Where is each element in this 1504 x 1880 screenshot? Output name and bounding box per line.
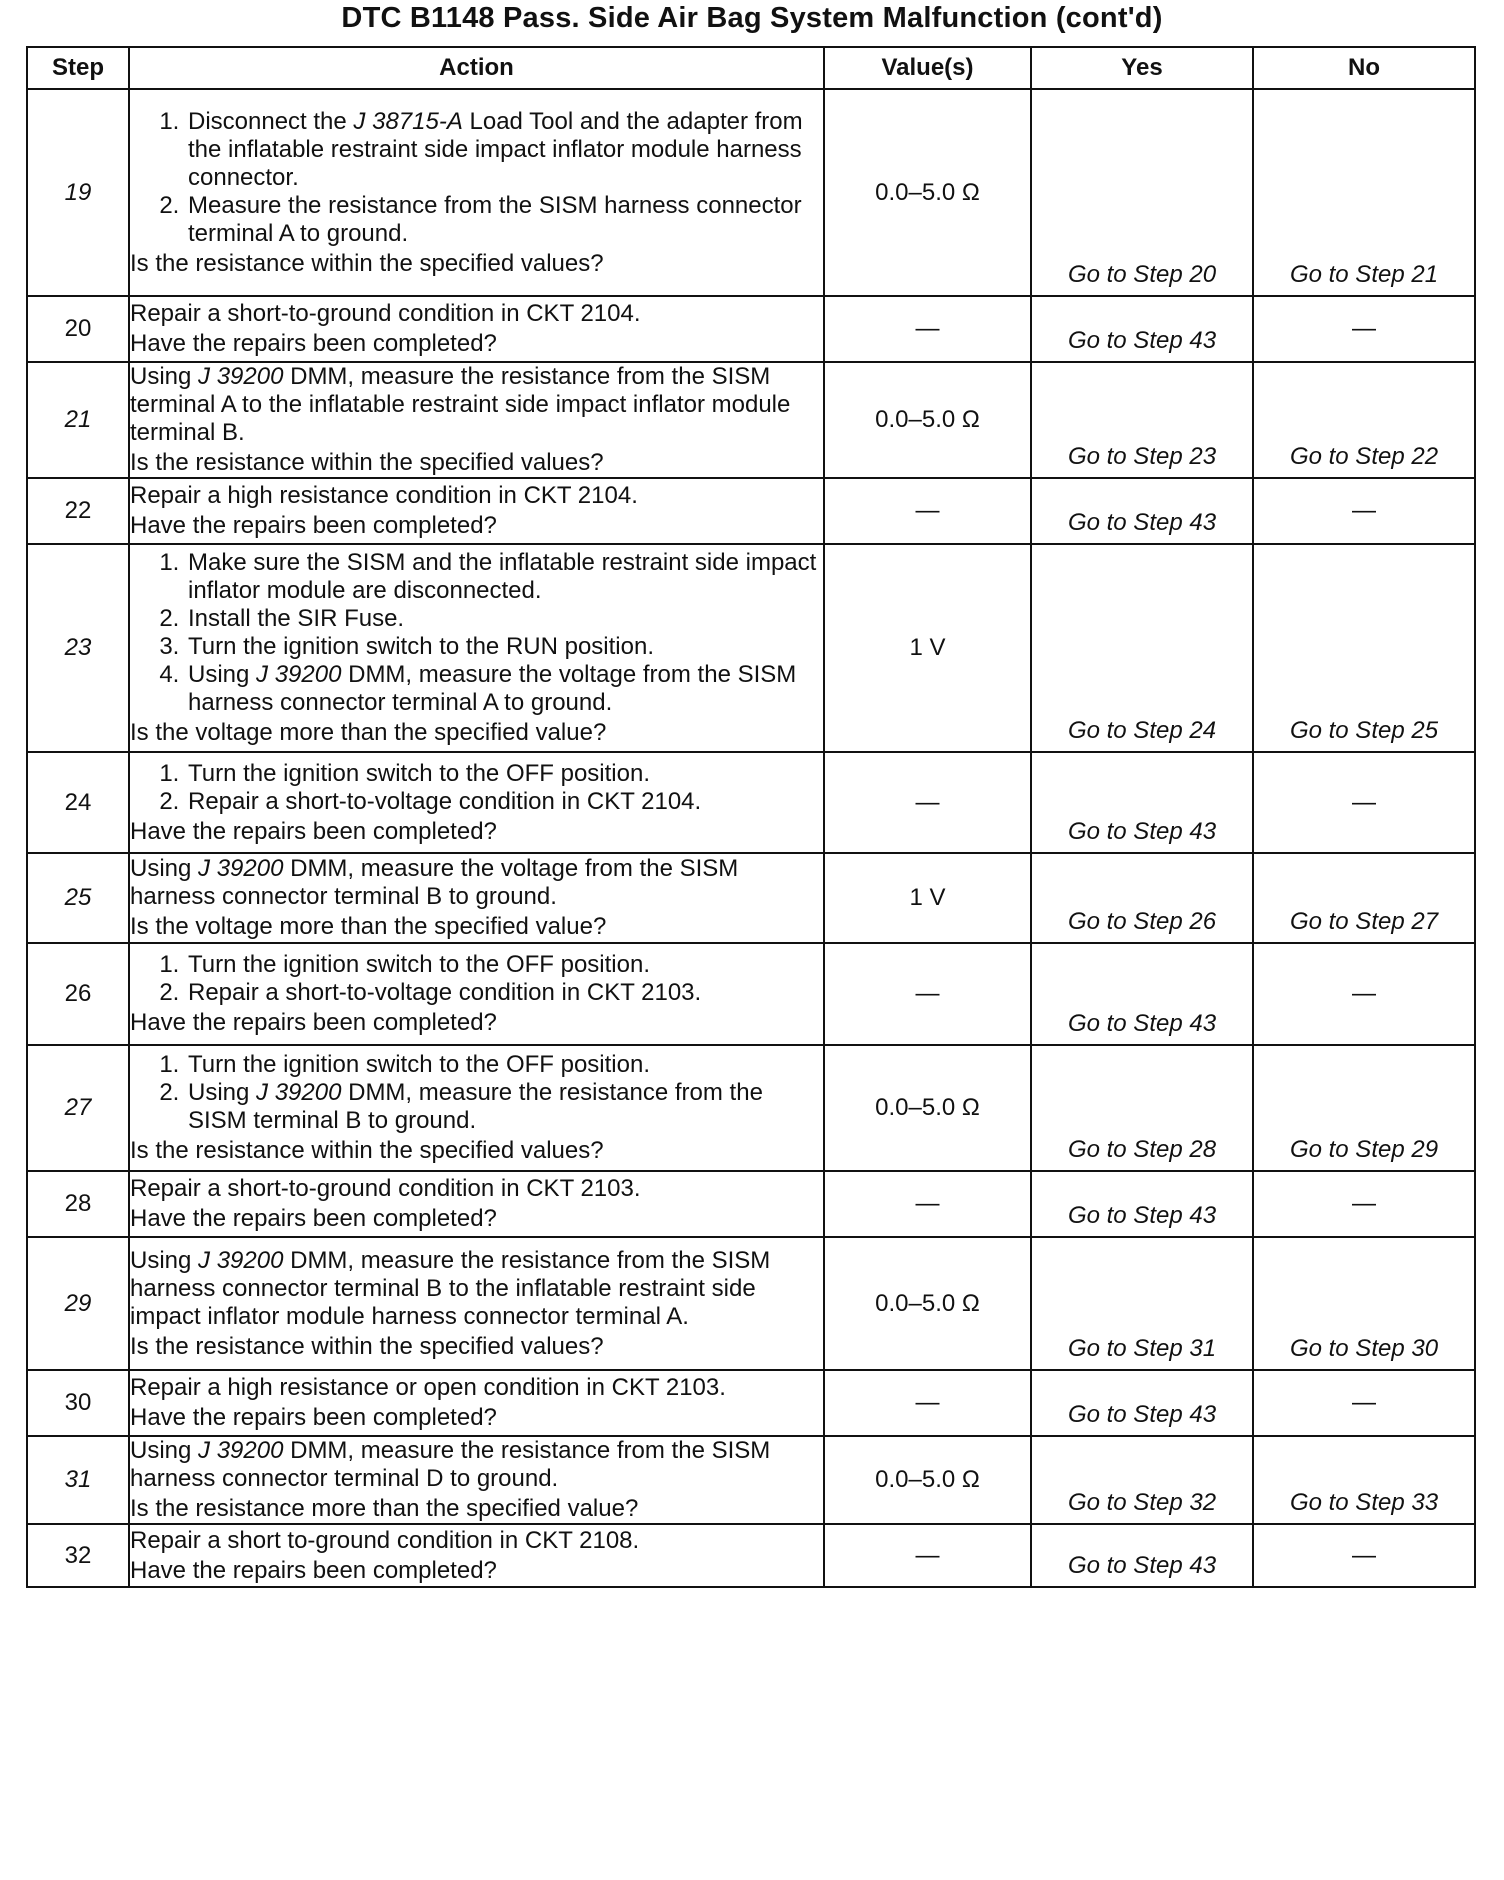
action-question: Have the repairs been completed? bbox=[130, 1404, 497, 1431]
action-text: Turn the ignition switch to the RUN position. bbox=[188, 633, 654, 660]
value-cell: — bbox=[824, 296, 1031, 362]
action-question: Is the resistance within the specified values? bbox=[130, 1137, 604, 1164]
no-cell bbox=[1253, 478, 1475, 544]
yes-cell bbox=[1031, 1370, 1253, 1436]
step-number: 20 bbox=[27, 296, 129, 362]
step-number: 28 bbox=[27, 1171, 129, 1237]
value-cell: — bbox=[824, 1370, 1031, 1436]
action-text: Repair a short-to-voltage condition in CKT 2104. bbox=[188, 787, 702, 815]
action-paragraph bbox=[130, 482, 823, 510]
action-text: DMM, measure the resistance from the SISM harness connector terminal D to ground. bbox=[130, 1437, 771, 1492]
no-cell bbox=[1253, 296, 1475, 362]
no-goto-step: Go to Step 27 bbox=[1289, 908, 1439, 935]
action-steps-list bbox=[130, 951, 823, 1007]
yes-goto-step: Go to Step 28 bbox=[1067, 1136, 1217, 1163]
value-cell: — bbox=[824, 752, 1031, 853]
yes-goto-step: Go to Step 20 bbox=[1067, 261, 1217, 288]
yes-cell bbox=[1031, 853, 1253, 943]
no-cell bbox=[1253, 1045, 1475, 1171]
value-cell: 0.0–5.0 Ω bbox=[824, 362, 1031, 478]
action-text: Using bbox=[130, 1246, 199, 1274]
yes-goto-step: Go to Step 43 bbox=[1067, 1552, 1217, 1579]
action-text: DMM, measure the resistance from the SISM terminal A to the inflatable restraint side impact inflator module terminal B. bbox=[130, 363, 791, 446]
action-text: Load Tool and the adapter from the inflatable restraint side impact inflator module harness connector. bbox=[188, 107, 803, 191]
action-cell bbox=[129, 1524, 824, 1587]
no-goto-step: Go to Step 22 bbox=[1289, 443, 1439, 470]
yes-goto-step: Go to Step 26 bbox=[1067, 908, 1217, 935]
no-dash: — bbox=[1352, 980, 1376, 1007]
no-cell bbox=[1253, 943, 1475, 1045]
yes-goto-step: Go to Step 43 bbox=[1067, 1010, 1217, 1037]
value-cell: 0.0–5.0 Ω bbox=[824, 1436, 1031, 1524]
action-question: Is the voltage more than the specified value? bbox=[130, 913, 607, 940]
yes-goto-step: Go to Step 43 bbox=[1067, 818, 1217, 845]
no-goto-step: Go to Step 30 bbox=[1289, 1335, 1439, 1362]
action-text: Turn the ignition switch to the OFF position. bbox=[188, 759, 650, 787]
action-question: Have the repairs been completed? bbox=[130, 817, 497, 845]
yes-cell bbox=[1031, 1436, 1253, 1524]
yes-goto-step: Go to Step 24 bbox=[1067, 717, 1217, 744]
action-text: Repair a short-to-ground condition in CKT 2103. bbox=[130, 1175, 641, 1202]
step-number: 31 bbox=[27, 1436, 129, 1524]
table-row bbox=[27, 362, 1475, 478]
action-cell bbox=[129, 478, 824, 544]
table-row bbox=[27, 1045, 1475, 1171]
no-cell bbox=[1253, 1524, 1475, 1587]
action-step-item bbox=[186, 661, 823, 717]
action-text: Using bbox=[130, 855, 199, 882]
no-goto-step: Go to Step 33 bbox=[1289, 1489, 1439, 1516]
yes-cell bbox=[1031, 89, 1253, 296]
action-text: Repair a short-to-ground condition in CKT 2104. bbox=[130, 300, 641, 327]
action-cell bbox=[129, 853, 824, 943]
table-row bbox=[27, 478, 1475, 544]
action-step-item bbox=[186, 605, 823, 633]
value-cell: — bbox=[824, 1171, 1031, 1237]
no-cell bbox=[1253, 89, 1475, 296]
yes-goto-step: Go to Step 43 bbox=[1067, 509, 1217, 536]
action-paragraph bbox=[130, 1527, 823, 1555]
action-paragraph bbox=[130, 1437, 823, 1493]
tool-name: J 39200 bbox=[256, 661, 342, 688]
no-cell bbox=[1253, 1171, 1475, 1237]
no-dash: — bbox=[1352, 788, 1376, 816]
action-text: DMM, measure the resistance from the SISM terminal B to ground. bbox=[188, 1079, 763, 1134]
step-number: 22 bbox=[27, 478, 129, 544]
table-row bbox=[27, 943, 1475, 1045]
yes-cell bbox=[1031, 1524, 1253, 1587]
value-cell: 0.0–5.0 Ω bbox=[824, 1045, 1031, 1171]
action-cell bbox=[129, 1436, 824, 1524]
no-cell bbox=[1253, 1370, 1475, 1436]
table-row bbox=[27, 544, 1475, 752]
header-step: Step bbox=[27, 47, 129, 89]
action-paragraph bbox=[130, 300, 823, 328]
action-steps-list bbox=[130, 1051, 823, 1135]
step-number: 24 bbox=[27, 752, 129, 853]
header-values: Value(s) bbox=[824, 47, 1031, 89]
action-step-item bbox=[186, 979, 823, 1007]
action-cell bbox=[129, 89, 824, 296]
page-title: DTC B1148 Pass. Side Air Bag System Malfunction (cont'd) bbox=[341, 2, 1163, 34]
tool-name: J 38715-A bbox=[353, 107, 463, 135]
step-number: 19 bbox=[27, 89, 129, 296]
action-cell bbox=[129, 1237, 824, 1370]
action-text: Install the SIR Fuse. bbox=[188, 605, 405, 632]
no-goto-step: Go to Step 21 bbox=[1289, 261, 1439, 288]
no-goto-step: Go to Step 25 bbox=[1289, 717, 1439, 744]
step-number: 21 bbox=[27, 362, 129, 478]
action-step-item bbox=[186, 108, 823, 192]
action-text: Using bbox=[188, 1079, 257, 1106]
action-text: DMM, measure the voltage from the SISM harness connector terminal A to ground. bbox=[188, 661, 797, 716]
step-number: 29 bbox=[27, 1237, 129, 1370]
action-step-item bbox=[186, 1051, 823, 1079]
no-dash: — bbox=[1352, 1389, 1376, 1416]
step-number: 27 bbox=[27, 1045, 129, 1171]
table-row bbox=[27, 1171, 1475, 1237]
header-no: No bbox=[1253, 47, 1475, 89]
no-dash: — bbox=[1352, 497, 1376, 524]
table-row bbox=[27, 89, 1475, 296]
value-cell: 1 V bbox=[824, 544, 1031, 752]
value-cell: 1 V bbox=[824, 853, 1031, 943]
action-step-item bbox=[186, 760, 823, 788]
value-cell: 0.0–5.0 Ω bbox=[824, 1237, 1031, 1370]
step-number: 30 bbox=[27, 1370, 129, 1436]
yes-goto-step: Go to Step 32 bbox=[1067, 1489, 1217, 1516]
step-number: 26 bbox=[27, 943, 129, 1045]
value-cell: — bbox=[824, 478, 1031, 544]
action-steps-list bbox=[130, 760, 823, 816]
action-cell bbox=[129, 296, 824, 362]
step-number: 32 bbox=[27, 1524, 129, 1587]
table-row bbox=[27, 1370, 1475, 1436]
yes-goto-step: Go to Step 43 bbox=[1067, 1202, 1217, 1229]
action-cell bbox=[129, 1370, 824, 1436]
action-text: Make sure the SISM and the inflatable restraint side impact inflator module are disconnected. bbox=[188, 549, 817, 604]
action-step-item bbox=[186, 633, 823, 661]
yes-cell bbox=[1031, 362, 1253, 478]
action-step-item bbox=[186, 788, 823, 816]
table-header-row bbox=[27, 47, 1475, 89]
action-text: Turn the ignition switch to the OFF position. bbox=[188, 951, 650, 978]
no-cell bbox=[1253, 1436, 1475, 1524]
action-text: Using bbox=[130, 363, 199, 390]
table-row bbox=[27, 1237, 1475, 1370]
action-step-item bbox=[186, 549, 823, 605]
action-text: Using bbox=[130, 1437, 199, 1464]
action-question: Is the voltage more than the specified value? bbox=[130, 719, 607, 746]
action-cell bbox=[129, 362, 824, 478]
action-cell bbox=[129, 1045, 824, 1171]
action-text: Repair a short to-ground condition in CKT 2108. bbox=[130, 1526, 640, 1554]
action-steps-list bbox=[130, 108, 823, 248]
action-question: Is the resistance more than the specified value? bbox=[130, 1495, 639, 1522]
step-number: 23 bbox=[27, 544, 129, 752]
action-step-item bbox=[186, 951, 823, 979]
no-cell bbox=[1253, 853, 1475, 943]
action-text: Using bbox=[188, 661, 257, 688]
no-dash: — bbox=[1352, 315, 1376, 342]
no-cell bbox=[1253, 544, 1475, 752]
action-question: Is the resistance within the specified values? bbox=[130, 1332, 604, 1360]
action-text: Repair a short-to-voltage condition in CKT 2103. bbox=[188, 979, 702, 1006]
yes-cell bbox=[1031, 296, 1253, 362]
header-action: Action bbox=[129, 47, 824, 89]
table-row bbox=[27, 752, 1475, 853]
action-text: Measure the resistance from the SISM harness connector terminal A to ground. bbox=[188, 191, 802, 247]
action-question: Have the repairs been completed? bbox=[130, 330, 497, 357]
header-yes: Yes bbox=[1031, 47, 1253, 89]
yes-goto-step: Go to Step 23 bbox=[1067, 443, 1217, 470]
action-question: Have the repairs been completed? bbox=[130, 1009, 497, 1036]
action-question: Is the resistance within the specified values? bbox=[130, 249, 604, 277]
diagnostic-table bbox=[26, 46, 1476, 1588]
action-step-item bbox=[186, 192, 823, 248]
value-cell: — bbox=[824, 943, 1031, 1045]
action-question: Have the repairs been completed? bbox=[130, 1205, 497, 1232]
action-text: Turn the ignition switch to the OFF position. bbox=[188, 1051, 650, 1078]
tool-name: J 39200 bbox=[198, 1246, 284, 1274]
action-paragraph bbox=[130, 1247, 823, 1331]
table-row bbox=[27, 1524, 1475, 1587]
action-question: Have the repairs been completed? bbox=[130, 512, 497, 539]
action-text: Repair a high resistance condition in CKT 2104. bbox=[130, 482, 638, 509]
action-cell bbox=[129, 1171, 824, 1237]
value-cell: — bbox=[824, 1524, 1031, 1587]
action-text: DMM, measure the resistance from the SISM harness connector terminal B to the inflatable restraint side impact inflator module harness connector terminal A. bbox=[130, 1246, 771, 1330]
no-cell bbox=[1253, 362, 1475, 478]
step-number: 25 bbox=[27, 853, 129, 943]
yes-goto-step: Go to Step 31 bbox=[1067, 1335, 1217, 1362]
action-step-item bbox=[186, 1079, 823, 1135]
yes-cell bbox=[1031, 752, 1253, 853]
action-paragraph bbox=[130, 363, 823, 447]
action-paragraph bbox=[130, 855, 823, 911]
no-goto-step: Go to Step 29 bbox=[1289, 1136, 1439, 1163]
table-row bbox=[27, 296, 1475, 362]
tool-name: J 39200 bbox=[256, 1079, 342, 1106]
tool-name: J 39200 bbox=[198, 363, 284, 390]
action-question: Have the repairs been completed? bbox=[130, 1556, 497, 1584]
yes-cell bbox=[1031, 943, 1253, 1045]
yes-cell bbox=[1031, 1237, 1253, 1370]
tool-name: J 39200 bbox=[198, 855, 284, 882]
no-dash: — bbox=[1352, 1541, 1376, 1569]
action-paragraph bbox=[130, 1374, 823, 1402]
yes-goto-step: Go to Step 43 bbox=[1067, 1401, 1217, 1428]
action-question: Is the resistance within the specified values? bbox=[130, 449, 604, 476]
action-text: DMM, measure the voltage from the SISM harness connector terminal B to ground. bbox=[130, 855, 739, 910]
action-steps-list bbox=[130, 549, 823, 717]
yes-goto-step: Go to Step 43 bbox=[1067, 327, 1217, 354]
no-cell bbox=[1253, 752, 1475, 853]
yes-cell bbox=[1031, 478, 1253, 544]
yes-cell bbox=[1031, 1171, 1253, 1237]
action-paragraph bbox=[130, 1175, 823, 1203]
no-dash: — bbox=[1352, 1190, 1376, 1217]
action-cell bbox=[129, 752, 824, 853]
no-cell bbox=[1253, 1237, 1475, 1370]
table-row bbox=[27, 853, 1475, 943]
yes-cell bbox=[1031, 1045, 1253, 1171]
action-cell bbox=[129, 943, 824, 1045]
tool-name: J 39200 bbox=[198, 1437, 284, 1464]
value-cell: 0.0–5.0 Ω bbox=[824, 89, 1031, 296]
action-text: Disconnect the bbox=[188, 107, 354, 135]
table-row bbox=[27, 1436, 1475, 1524]
yes-cell bbox=[1031, 544, 1253, 752]
action-text: Repair a high resistance or open condition in CKT 2103. bbox=[130, 1374, 726, 1401]
action-cell bbox=[129, 544, 824, 752]
